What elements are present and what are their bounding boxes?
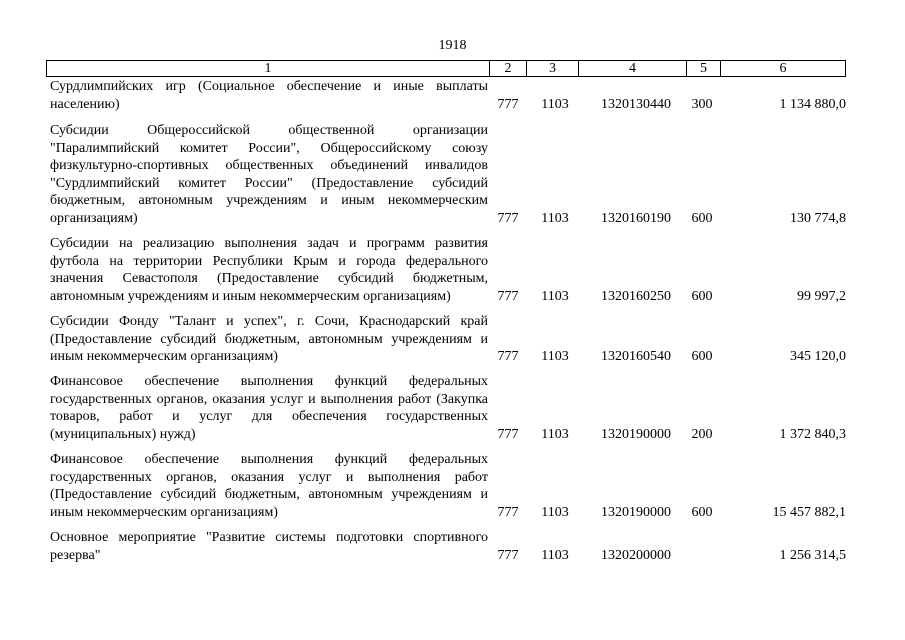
row-section-code: 1103 bbox=[541, 505, 569, 521]
row-description: Основное мероприятие "Развитие системы подготовки спортивного резерва" bbox=[50, 530, 488, 563]
header-col-5: 5 bbox=[686, 61, 720, 76]
header-col-3: 3 bbox=[526, 61, 578, 76]
row-amount: 1 256 314,5 bbox=[779, 548, 846, 564]
table-row bbox=[46, 78, 846, 114]
row-target-article: 1320190000 bbox=[601, 427, 671, 443]
row-section-code: 1103 bbox=[541, 97, 569, 113]
row-amount: 99 997,2 bbox=[797, 289, 846, 305]
header-col-2: 2 bbox=[489, 61, 526, 76]
table-row bbox=[46, 122, 846, 228]
row-description: Субсидии Общероссийской общественной организации "Паралимпийский комитет России", Общероссийскому союзу физкультурно-спортивных общественных объединений инвалидов "Сурдлимпийский комитет России" (Предоставление субсидий бюджетным, автономным учреждениям и иным некоммерческим организациям) bbox=[50, 123, 488, 226]
table-row bbox=[46, 451, 846, 522]
row-amount: 345 120,0 bbox=[790, 349, 846, 365]
header-col-6: 6 bbox=[720, 61, 845, 76]
row-target-article: 1320160190 bbox=[601, 211, 671, 227]
row-expense-type: 300 bbox=[691, 97, 713, 113]
table-header bbox=[46, 60, 846, 77]
row-target-article: 1320160250 bbox=[601, 289, 671, 305]
row-target-article: 1320200000 bbox=[601, 548, 671, 564]
row-section-code: 1103 bbox=[541, 211, 569, 227]
row-description: Субсидии на реализацию выполнения задач и программ развития футбола на территории Республики Крым и города федерального значения Севастополя (Предоставление субсидий бюджетным, автономным учреждениям и иным некоммерческим организациям) bbox=[50, 236, 488, 304]
row-expense-type: 600 bbox=[691, 211, 713, 227]
row-ministry-code: 777 bbox=[497, 289, 519, 305]
row-amount: 1 372 840,3 bbox=[779, 427, 846, 443]
row-description: Финансовое обеспечение выполнения функций федеральных государственных органов, оказания услуг и выполнения работ (Закупка товаров, работ и услуг для обеспечения государственных (муниципальных) нужд) bbox=[50, 374, 488, 442]
row-target-article: 1320190000 bbox=[601, 505, 671, 521]
row-description: Финансовое обеспечение выполнения функций федеральных государственных органов, оказания услуг и выполнения работ (Предоставление субсидий бюджетным, автономным учреждениям и иным некоммерческим организациям) bbox=[50, 452, 488, 520]
row-section-code: 1103 bbox=[541, 349, 569, 365]
row-ministry-code: 777 bbox=[497, 427, 519, 443]
table-row bbox=[46, 313, 846, 366]
table-row bbox=[46, 529, 846, 565]
table-row bbox=[46, 235, 846, 306]
row-target-article: 1320160540 bbox=[601, 349, 671, 365]
header-col-1: 1 bbox=[264, 61, 272, 76]
row-ministry-code: 777 bbox=[497, 349, 519, 365]
row-section-code: 1103 bbox=[541, 289, 569, 305]
row-ministry-code: 777 bbox=[497, 505, 519, 521]
row-ministry-code: 777 bbox=[497, 211, 519, 227]
row-ministry-code: 777 bbox=[497, 548, 519, 564]
row-amount: 130 774,8 bbox=[790, 211, 846, 227]
row-amount: 15 457 882,1 bbox=[772, 505, 846, 521]
row-expense-type: 600 bbox=[691, 349, 713, 365]
row-expense-type: 200 bbox=[691, 427, 713, 443]
page-number: 1918 bbox=[438, 38, 467, 53]
row-expense-type: 600 bbox=[691, 289, 713, 305]
row-expense-type: 600 bbox=[691, 505, 713, 521]
row-section-code: 1103 bbox=[541, 548, 569, 564]
table-row bbox=[46, 373, 846, 444]
row-section-code: 1103 bbox=[541, 427, 569, 443]
row-target-article: 1320130440 bbox=[601, 97, 671, 113]
row-description: Сурдлимпийских игр (Социальное обеспечение и иные выплаты населению) bbox=[50, 79, 488, 112]
row-amount: 1 134 880,0 bbox=[779, 97, 846, 113]
row-description: Субсидии Фонду "Талант и успех", г. Сочи, Краснодарский край (Предоставление субсидий бюджетным, автономным учреждениям и иным некоммерческим организациям) bbox=[50, 314, 488, 365]
header-col-4: 4 bbox=[578, 61, 686, 76]
row-ministry-code: 777 bbox=[497, 97, 519, 113]
